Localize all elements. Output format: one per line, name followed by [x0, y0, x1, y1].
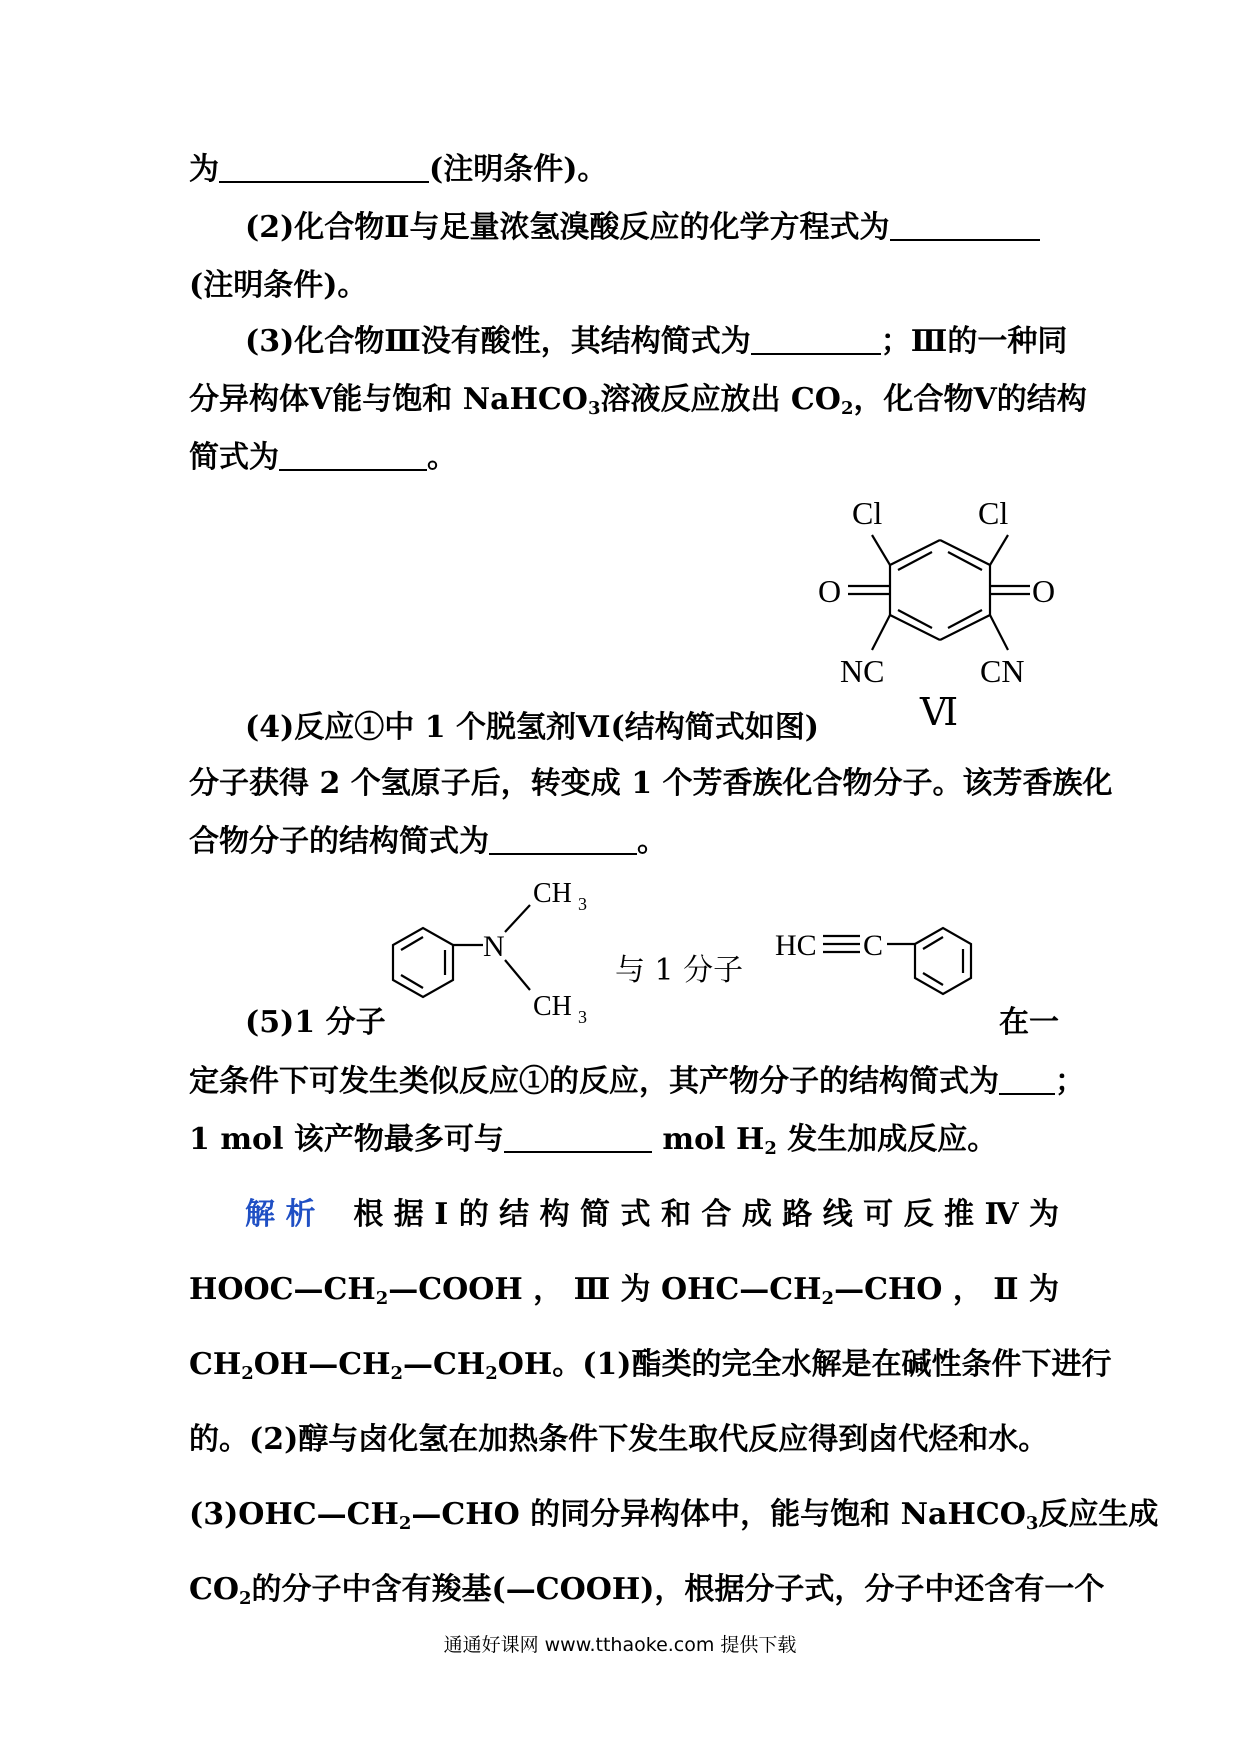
q5-sub: 2 — [764, 1138, 777, 1159]
q2-text-cond: (注明条件)。 — [189, 268, 368, 303]
q1-continuation — [189, 150, 1059, 190]
q5-line-2 — [189, 1062, 1085, 1102]
ch3-top-label: CH — [533, 878, 572, 909]
ch3-bottom-sub: 3 — [578, 1007, 587, 1027]
q4-line-2 — [189, 764, 1113, 804]
o-left-label: O — [818, 573, 842, 609]
q5-text-pre: (5)1 分子 — [245, 1005, 386, 1040]
analysis-l2-c: $OHC—CH_2—CHO$ ， — [660, 1272, 983, 1309]
analysis-line-3: $CH_2OH—CH_2—CH_2OH$。(1)酯类的完全水解是在碱性条件下进行 — [189, 1347, 1112, 1384]
q4-answer-blank[interactable] — [489, 823, 637, 855]
q4-text-1: (4)反应①中 1 个脱氢剂Ⅵ(结构简式如图) — [245, 710, 819, 745]
hc-label: HC — [775, 929, 817, 962]
q3-text-c: ，化合物Ⅴ的结构 — [853, 382, 1087, 417]
analysis-l2-d: Ⅱ 为 — [993, 1272, 1059, 1307]
c-label: C — [863, 929, 884, 962]
q1-answer-blank[interactable] — [219, 151, 429, 183]
q5-text-3-mid: mol H — [651, 1122, 765, 1157]
nc-left-label: NC — [840, 653, 885, 689]
q5-answer-blank-1[interactable] — [999, 1063, 1055, 1095]
q3-sub-1: 3 — [587, 398, 601, 419]
q4-line-1 — [245, 708, 819, 748]
q5-line-1 — [245, 1003, 1059, 1043]
q5-text-3-post: 发生加成反应。 — [776, 1122, 998, 1157]
q3-answer-blank-1[interactable] — [751, 323, 881, 355]
n-label: N — [483, 930, 505, 963]
analysis-l2-b: Ⅲ 为 — [573, 1272, 651, 1307]
analysis-line-2 — [189, 1270, 1059, 1319]
q2-line-1 — [245, 208, 1059, 248]
q2-line-2 — [189, 266, 1059, 306]
cl-right-label: Cl — [978, 495, 1009, 531]
q5-line-3 — [189, 1120, 1059, 1169]
analysis-line-1 — [245, 1195, 1059, 1235]
analysis-keyword: 解 析 — [245, 1197, 316, 1232]
q3-text-a: 分异构体Ⅴ能与饱和 NaHCO — [189, 382, 588, 417]
q3-text-post: ；Ⅲ的一种同 — [880, 324, 1068, 359]
q3-answer-blank-2[interactable] — [279, 439, 427, 471]
q4-text-3-post: 。 — [637, 824, 667, 859]
q3-sub-2: 2 — [840, 398, 854, 419]
analysis-l2-a: $HOOC—CH_2—COOH$ ， — [189, 1272, 564, 1309]
q3-text-l3: 简式为 — [189, 440, 279, 475]
analysis-line-5: $(3)OHC—CH_2—CHO$ 的同分异构体中，能与饱和 NaHCO$_3$反应生成 — [189, 1497, 1159, 1534]
q4-text-3: 合物分子的结构简式为 — [189, 824, 489, 859]
q3-line-3 — [189, 438, 1059, 478]
structure-vi-label: Ⅵ — [920, 692, 959, 734]
q5-text-post: 在一 — [999, 1005, 1059, 1040]
q1-text-pre: 为 — [189, 152, 219, 187]
analysis-text-4: 的。(2)醇与卤化氢在加热条件下发生取代反应得到卤代烃和水。 — [189, 1422, 1049, 1457]
q2-text: (2)化合物Ⅱ与足量浓氢溴酸反应的化学方程式为 — [245, 210, 890, 245]
q3-text-l3-post: 。 — [427, 440, 457, 475]
q4-line-3 — [189, 822, 1059, 862]
q5-text-2-post: ； — [1055, 1064, 1085, 1099]
o-right-label: O — [1032, 573, 1056, 609]
q3-text-b: 溶液反应放出 CO — [600, 382, 841, 417]
analysis-text-1: 根 据 Ⅰ 的 结 构 简 式 和 合 成 路 线 可 反 推 Ⅳ 为 — [353, 1197, 1059, 1232]
q3-text-pre: (3)化合物Ⅲ没有酸性，其结构简式为 — [245, 324, 751, 359]
struct5-middle-text: 与 1 分子 — [615, 953, 744, 988]
page-footer: 通通好课网 www.tthaoke.com 提供下载 — [443, 1634, 797, 1656]
cn-right-label: CN — [980, 653, 1025, 689]
q5-answer-blank-2[interactable] — [504, 1121, 652, 1153]
ch3-bottom-label: CH — [533, 991, 572, 1022]
structure-vi — [810, 490, 1070, 740]
ch3-top-sub: 3 — [578, 894, 587, 914]
analysis-line-4 — [189, 1420, 1059, 1460]
q2-answer-blank[interactable] — [890, 209, 1040, 241]
q5-text-3-pre: 1 mol 该产物最多可与 — [189, 1122, 504, 1157]
cl-left-label: Cl — [852, 495, 883, 531]
q3-line-1 — [245, 322, 1068, 362]
q1-text-post: (注明条件)。 — [429, 152, 608, 187]
q4-text-2: 分子获得 2 个氢原子后，转变成 1 个芳香族化合物分子。该芳香族化 — [189, 766, 1113, 801]
q5-text-2: 定条件下可发生类似反应①的反应，其产物分子的结构简式为 — [189, 1064, 999, 1099]
q3-line-2 — [189, 380, 1087, 429]
analysis-line-6: $CO_2$的分子中含有羧基(—COOH)，根据分子式，分子中还含有一个 — [189, 1572, 1105, 1609]
